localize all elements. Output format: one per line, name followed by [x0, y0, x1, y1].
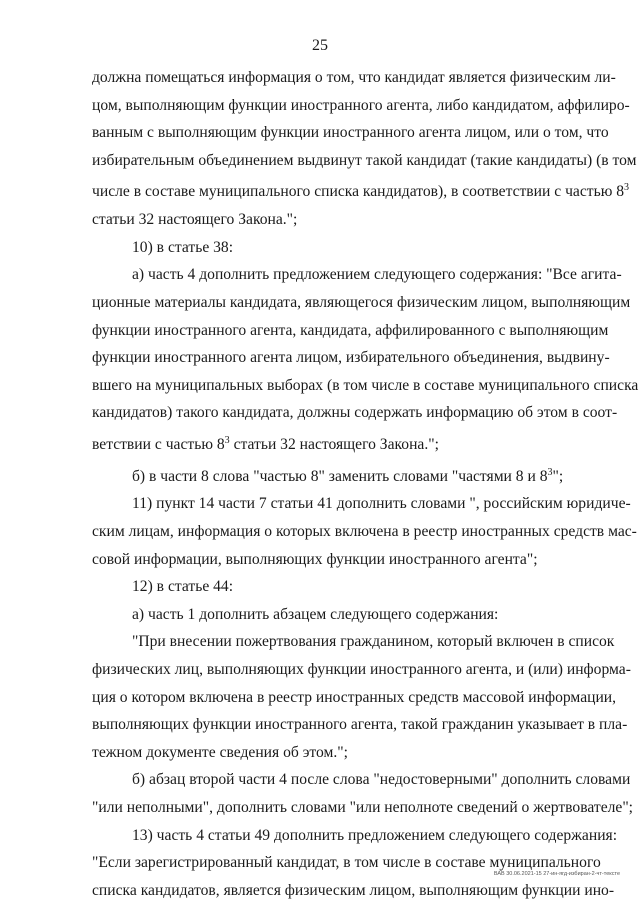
text-line	[92, 766, 631, 794]
text-line	[92, 739, 552, 767]
page-number: 25	[312, 37, 328, 54]
paragraph	[92, 64, 637, 234]
line-text: б) абзац второй части 4 после слова "недостоверными" дополнить словами	[132, 771, 631, 789]
text-line	[92, 684, 617, 712]
text-line	[92, 518, 637, 546]
line-text: ция о котором включена в реестр иностранных средств массовой информации,	[92, 688, 617, 706]
line-text: ванным с выполняющим функции иностранного агента лицом, или о том, что	[92, 124, 609, 142]
text-line	[92, 711, 628, 739]
line-text: вшего на муниципальных выборах (в том числе в составе муниципального списка	[92, 376, 639, 394]
document-footer-code: ВАВ 30.06.2021-15 27-ин-ягд-избиран-2-чт-тексте	[493, 871, 620, 877]
text-line	[92, 289, 631, 317]
text-line	[92, 206, 552, 234]
text-line	[92, 234, 552, 262]
line-text: физических лиц, выполняющих функции иностранного агента, и (или) информа-	[92, 661, 631, 679]
paragraph	[92, 234, 552, 262]
line-text: числе в составе муниципального списка кандидатов), в соответствии с частью 8	[92, 183, 625, 201]
line-text: должна помещаться информация о том, что кандидат является физическим ли-	[92, 69, 616, 86]
line-text: "Если зарегистрированный кандидат, в том числе в составе муниципального	[92, 854, 601, 872]
line-text: кандидатов) такого кандидата, должны содержать информацию об этом в соот-	[92, 404, 618, 422]
line-text: 11) пункт 14 части 7 статьи 41 дополнить словами ", российским юридиче-	[132, 495, 631, 513]
text-line	[92, 399, 618, 427]
line-text: тежном документе сведения об этом.";	[92, 743, 348, 761]
text-line	[92, 92, 630, 120]
text-line	[92, 174, 630, 206]
line-text: функции иностранного агента, кандидата, аффилированного с выполняющим	[92, 321, 609, 339]
superscript: 3	[547, 466, 553, 478]
text-line	[92, 546, 552, 574]
line-text: б) в части 8 слова "частью 8" заменить словами "частями 8 и 8	[132, 467, 548, 485]
line-text: "или неполными", дополнить словами "или неполноте сведений о жертвователе";	[92, 799, 634, 816]
text-line	[92, 119, 609, 147]
text-line	[92, 317, 609, 345]
line-text: 12) в статье 44:	[132, 578, 234, 596]
text-line	[92, 601, 552, 629]
line-text: избирательным объединением выдвинут такой кандидат (такие кандидаты) (в том	[92, 151, 637, 169]
text-line	[92, 822, 618, 850]
text-line	[92, 147, 637, 175]
text-line	[92, 490, 631, 518]
paragraph	[92, 261, 639, 458]
line-text: 13) часть 4 статьи 49 дополнить предложением следующего содержания:	[132, 826, 618, 844]
text-line	[92, 427, 552, 459]
paragraph	[92, 601, 552, 629]
paragraph	[92, 490, 637, 573]
line-text: ционные материалы кандидата, являющегося физическим лицом, выполняющим	[92, 293, 631, 311]
paragraph	[92, 628, 631, 766]
text-line	[92, 877, 615, 905]
line-text: списка кандидатов, является физическим лицом, выполняющим функции ино-	[92, 881, 615, 899]
superscript: 3	[224, 434, 230, 446]
text-line	[92, 794, 634, 822]
paragraph	[92, 766, 634, 821]
line-text: а) часть 4 дополнить предложением следующего содержания: "Все агита-	[132, 266, 622, 284]
text-line	[92, 344, 610, 372]
line-text: ским лицам, информация о которых включена в реестр иностранных средств мас-	[92, 523, 637, 541]
line-text: цом, выполняющим функции иностранного агента, либо кандидатом, аффилиро-	[92, 96, 630, 114]
line-text: функции иностранного агента лицом, избирательного объединения, выдвину-	[92, 349, 610, 367]
line-text: выполняющих функции иностранного агента, такой гражданин указывает в пла-	[92, 716, 628, 734]
superscript: 3	[624, 182, 630, 194]
line-text: совой информации, выполняющих функции иностранного агента";	[92, 550, 538, 568]
text-line	[92, 372, 639, 400]
line-text: статьи 32 настоящего Закона.";	[92, 211, 298, 229]
text-line	[92, 261, 622, 289]
paragraph	[92, 459, 564, 491]
text-line	[92, 628, 615, 656]
text-line	[92, 459, 564, 491]
line-text: а) часть 1 дополнить абзацем следующего содержания:	[132, 605, 499, 623]
text-line	[92, 64, 616, 92]
line-text-tail: статьи 32 настоящего Закона.";	[229, 436, 439, 454]
line-text: 10) в статье 38:	[132, 238, 234, 256]
line-text: "При внесении пожертвования гражданином, который включен в список	[132, 633, 615, 651]
paragraph	[92, 573, 552, 601]
text-line	[92, 573, 552, 601]
text-line	[92, 656, 631, 684]
line-text-tail: ";	[552, 467, 564, 485]
line-text: ветствии с частью 8	[92, 436, 225, 454]
